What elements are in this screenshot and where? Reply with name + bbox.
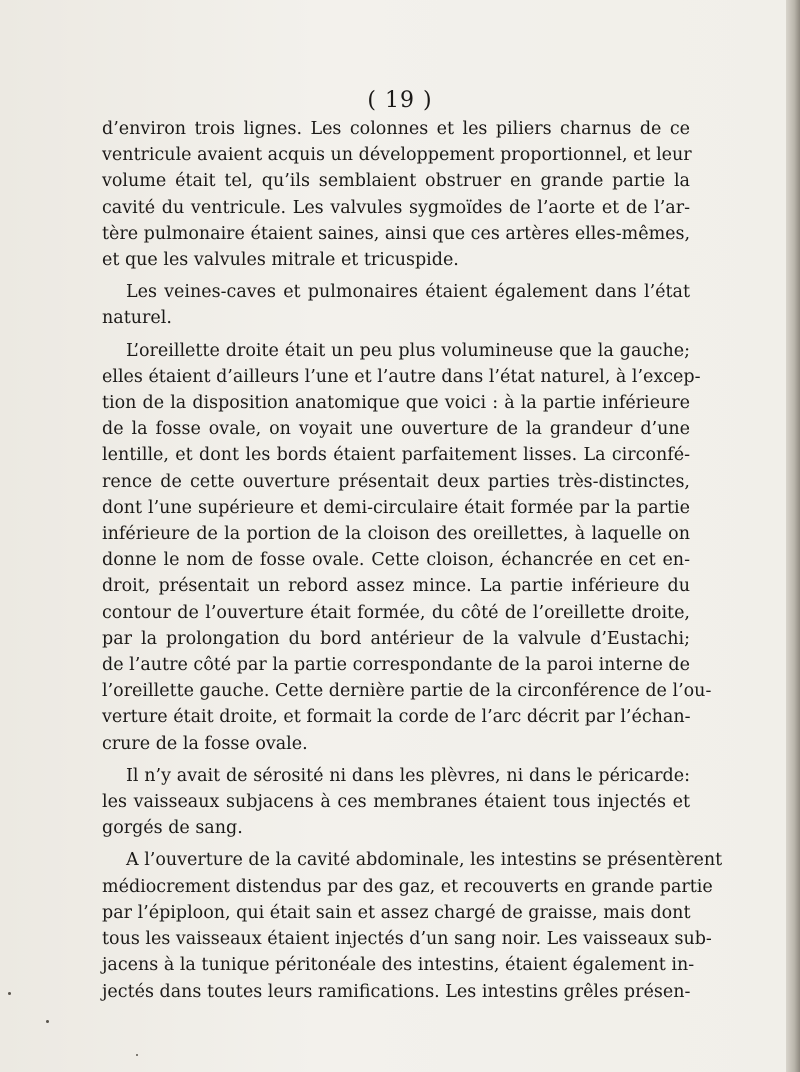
text-line: dont l’une supérieure et demi-circulaire était formée par la partie <box>102 497 690 518</box>
text-line: donne le nom de fosse ovale. Cette cloison, échancrée en cet en- <box>102 550 690 571</box>
paper-speck <box>136 1054 138 1056</box>
text-line: d’environ trois lignes. Les colonnes et les piliers charnus de ce <box>102 119 690 139</box>
text-line: L’oreillette droite était un peu plus volumineuse que la gauche; <box>126 340 690 361</box>
text-line: tous les vaisseaux étaient injectés d’un sang noir. Les vaisseaux sub- <box>102 929 712 950</box>
page-number: ( 19 ) <box>367 88 433 113</box>
text-line: par la prolongation du bord antérieur de la valvule d’Eustachi; <box>102 628 690 649</box>
text-line: tère pulmonaire étaient saines, ainsi que ces artères elles-mêmes, <box>102 223 691 244</box>
paragraph <box>102 763 690 842</box>
text-line: droit, présentait un rebord assez mince. La partie inférieure du <box>102 576 690 597</box>
text-line: médiocrement distendus par des gaz, et recouverts en grande partie <box>102 876 713 897</box>
text-line: gorgés de sang. <box>102 818 243 839</box>
paragraph <box>102 338 712 757</box>
text-line: et que les valvules mitrale et tricuspide. <box>102 250 459 271</box>
text-line: Les veines-caves et pulmonaires étaient également dans l’état <box>126 282 690 303</box>
text-line: naturel. <box>102 308 172 329</box>
text-line: de la fosse ovale, on voyait une ouverture de la grandeur d’une <box>102 419 690 440</box>
text-line: jacens à la tunique péritonéale des intestins, étaient également in- <box>102 955 695 976</box>
text-line: l’oreillette gauche. Cette dernière partie de la circonférence de l’ou- <box>102 681 712 702</box>
text-line: inférieure de la portion de la cloison des oreillettes, à laquelle on <box>102 524 690 545</box>
text-line: les vaisseaux subjacens à ces membranes étaient tous injectés et <box>102 792 690 813</box>
paragraph <box>102 116 690 273</box>
page-edge-shadow <box>786 0 800 1072</box>
paper-speck <box>8 992 11 995</box>
text-line: Il n’y avait de sérosité ni dans les plèvres, ni dans le péricarde: <box>126 765 690 786</box>
text-line: par l’épiploon, qui était sain et assez chargé de graisse, mais dont <box>102 902 691 923</box>
text-line: lentille, et dont les bords étaient parfaitement lisses. La circonfé- <box>102 445 690 466</box>
text-line: de l’autre côté par la partie correspondante de la paroi interne de <box>102 655 690 676</box>
paper-speck <box>46 1020 49 1023</box>
text-line: contour de l’ouverture était formée, du côté de l’oreillette droite, <box>102 602 690 623</box>
text-line: A l’ouverture de la cavité abdominale, les intestins se présentèrent <box>126 850 723 871</box>
text-line: crure de la fosse ovale. <box>102 733 308 754</box>
body-text <box>102 116 723 1009</box>
text-line: jectés dans toutes leurs ramifications. Les intestins grêles présen- <box>102 981 691 1002</box>
text-line: volume était tel, qu’ils semblaient obstruer en grande partie la <box>102 171 690 192</box>
text-line: tion de la disposition anatomique que voici : à la partie inférieure <box>102 393 690 414</box>
paragraph <box>102 279 690 331</box>
paragraph <box>102 847 723 1004</box>
text-line: verture était droite, et formait la corde de l’arc décrit par l’échan- <box>102 707 691 728</box>
text-line: ventricule avaient acquis un développement proportionnel, et leur <box>102 145 692 166</box>
text-line: elles étaient d’ailleurs l’une et l’autre dans l’état naturel, à l’excep- <box>102 366 701 387</box>
text-line: rence de cette ouverture présentait deux parties très-distinctes, <box>102 471 690 492</box>
text-line: cavité du ventricule. Les valvules sygmoïdes de l’aorte et de l’ar- <box>102 197 690 218</box>
